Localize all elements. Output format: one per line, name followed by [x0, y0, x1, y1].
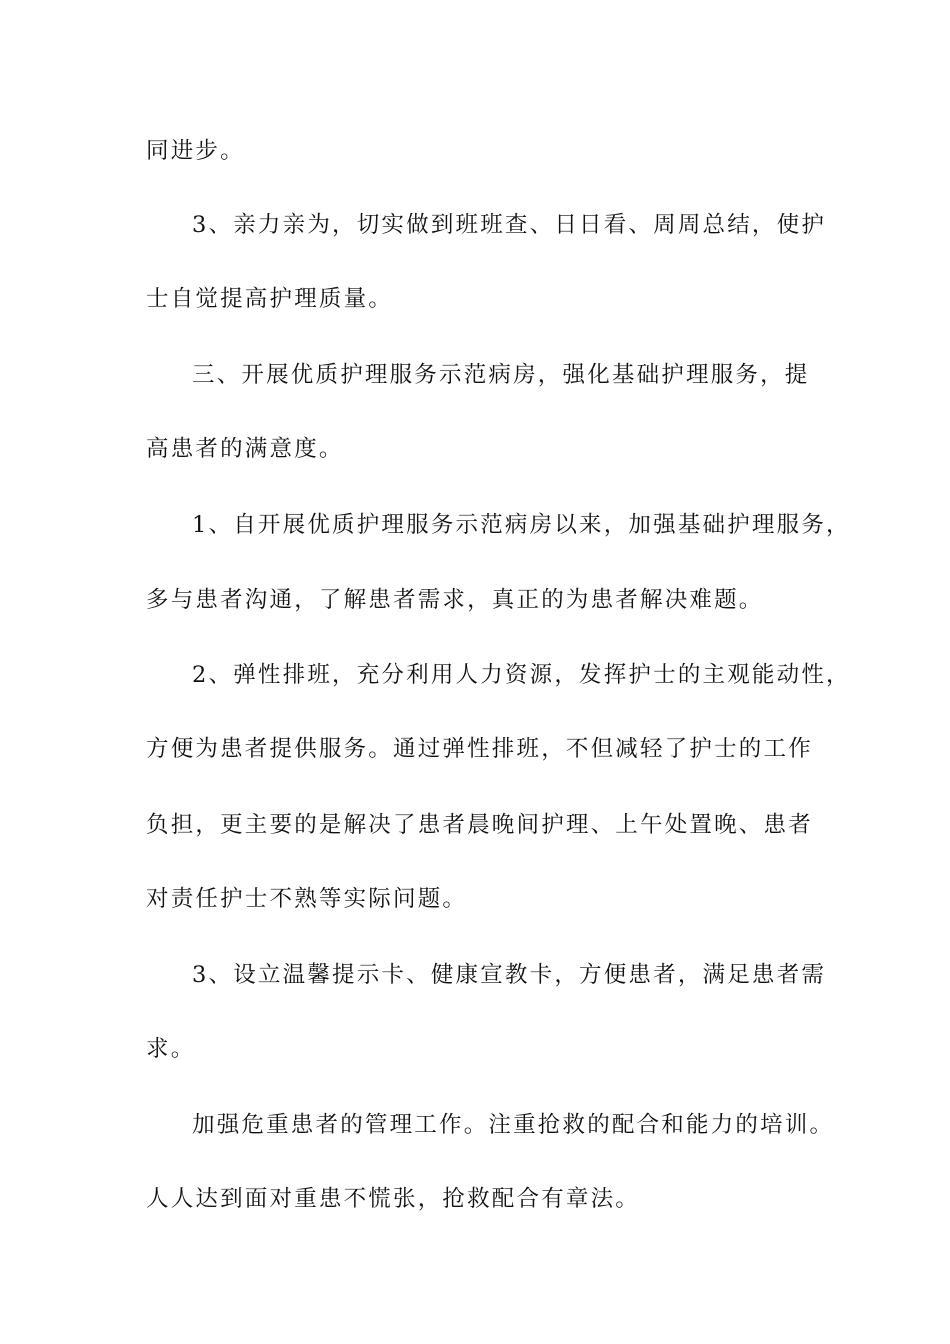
text-line-13: 求。 — [146, 1036, 196, 1062]
text-line-14: 加强危重患者的管理工作。注重抢救的配合和能力的培训。 — [192, 1112, 835, 1138]
text-line-10: 负担，更主要的是解决了患者晨晚间护理、上午处置晚、患者 — [146, 812, 813, 838]
text-line-1: 同进步。 — [146, 138, 245, 164]
text-line-6: 1、自开展优质护理服务示范病房以来，加强基础护理服务， — [192, 512, 851, 538]
text-line-11: 对责任护士不熟等实际问题。 — [146, 886, 468, 912]
text-line-8: 2、弹性排班，充分利用人力资源，发挥护士的主观能动性， — [192, 662, 851, 688]
text-line-7: 多与患者沟通，了解患者需求，真正的为患者解决难题。 — [146, 587, 764, 613]
text-line-12: 3、设立温馨提示卡、健康宣教卡，方便患者，满足患者需 — [192, 962, 827, 988]
section-heading: 三、开展优质护理服务示范病房，强化基础护理服务，提 — [192, 362, 810, 388]
text-line-2: 3、亲力亲为，切实做到班班查、日日看、周周总结，使护 — [192, 212, 827, 238]
text-line-15: 人人达到面对重患不慌张，抢救配合有章法。 — [146, 1186, 641, 1212]
text-line-5: 高患者的满意度。 — [146, 436, 344, 462]
text-line-9: 方便为患者提供服务。通过弹性排班，不但减轻了护士的工作 — [146, 736, 813, 762]
text-line-3: 士自觉提高护理质量。 — [146, 286, 394, 312]
